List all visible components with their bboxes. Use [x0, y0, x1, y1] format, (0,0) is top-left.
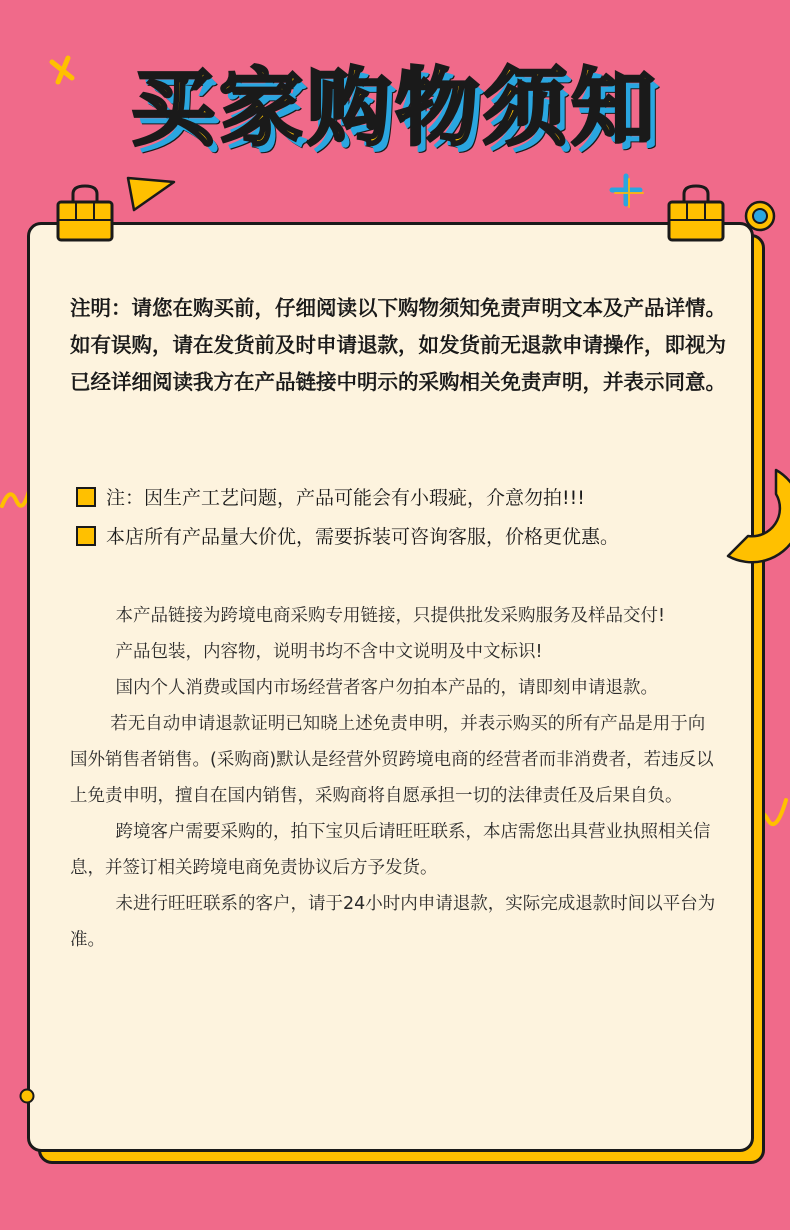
bullet-item-bulk [76, 522, 619, 549]
binder-clip-right-icon [667, 184, 725, 244]
paragraph: 未进行旺旺联系的客户，请于24小时内申请退款，实际完成退款时间以平台为准。 [70, 894, 716, 950]
bullet-text: 注：因生产工艺问题，产品可能会有小瑕疵，介意勿拍!!! [106, 487, 585, 509]
bullet-item-defects [76, 483, 585, 510]
notice-text: 注明：请您在购买前，仔细阅读以下购物须知免责声明文本及产品详情。如有误购，请在发货前及时申请退款，如发货前无退款申请操作，即视为已经详细阅读我方在产品链接中明示的采购相关免责声明，并表示同意。 [70, 296, 726, 394]
paragraph: 若无自动申请退款证明已知晓上述免责申明，并表示购买的所有产品是用于向国外销售者销售。(采购商)默认是经营外贸跨境电商的经营者而非消费者，若违反以上免责申明，擅自在国内销售，采购商将自愿承担一切的法律责任及后果自负。 [70, 714, 714, 806]
bullet-text: 本店所有产品量大价优，需要拆装可咨询客服，价格更优惠。 [106, 526, 620, 548]
dot-icon [18, 1087, 36, 1105]
paragraph: 跨境客户需要采购的，拍下宝贝后请旺旺联系，本店需您出具营业执照相关信息，并签订相关跨境电商免责协议后方予发货。 [70, 822, 711, 878]
paragraph: 本产品链接为跨境电商采购专用链接，只提供批发采购服务及样品交付! [115, 606, 666, 626]
square-bullet-icon [76, 526, 96, 546]
half-moon-icon [718, 464, 790, 574]
square-bullet-icon [76, 487, 96, 507]
paragraph: 国内个人消费或国内市场经营者客户勿拍本产品的，请即刻申请退款。 [115, 678, 658, 698]
binder-clip-left-icon [56, 184, 114, 244]
page-title: 买家购物须知 [130, 59, 659, 157]
terms-body [70, 598, 722, 958]
paragraph: 产品包装，内容物，说明书均不含中文说明及中文标识! [115, 642, 543, 662]
plus-icon-blue [608, 172, 644, 208]
triangle-icon [124, 174, 178, 214]
